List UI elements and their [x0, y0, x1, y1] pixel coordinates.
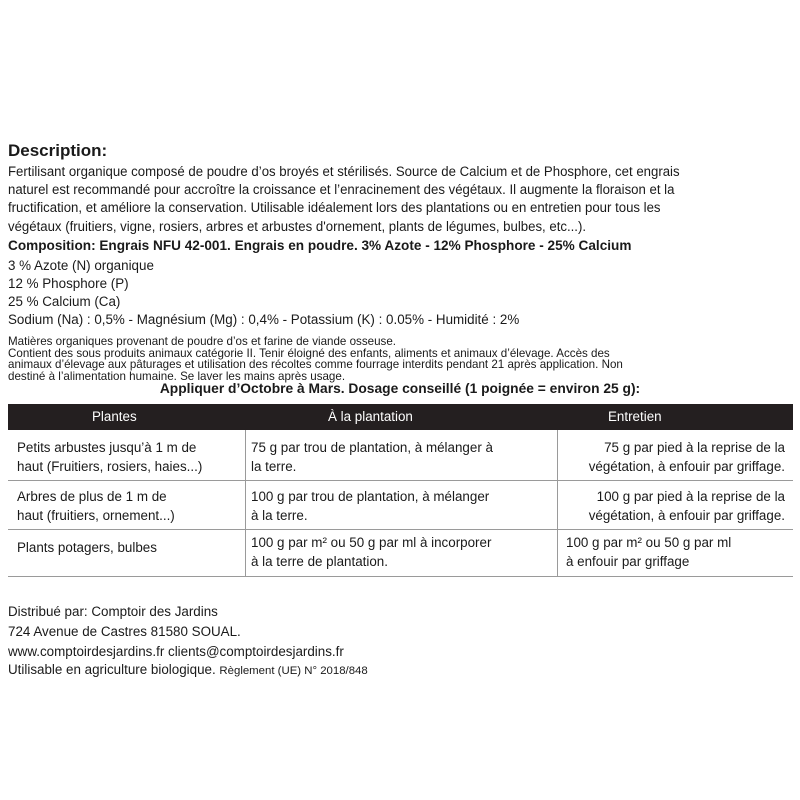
cell-line: à la terre.: [251, 508, 308, 523]
table-cell-entretien: [566, 533, 731, 571]
table-divider: [8, 480, 793, 481]
table-cell-plantes: [17, 487, 175, 525]
description-line: Fertilisant organique composé de poudre d’os broyés et stérilisés. Source de Calcium et de Phosphore, cet engrais: [8, 164, 680, 179]
cell-line: 75 g par pied à la reprise de la: [604, 440, 785, 455]
contact-text: www.comptoirdesjardins.fr clients@comptoirdesjardins.fr: [8, 644, 344, 659]
description-line: végétaux (fruitiers, vigne, rosiers, arbres et arbustes d'ornement, plants de légumes, bulbes, etc...).: [8, 218, 587, 234]
note-line: Matières organiques provenant de poudre d’os et farine de viande osseuse.: [8, 335, 396, 348]
description-text: [8, 163, 776, 236]
composition-heading: Composition: Engrais NFU 42-001. Engrais en poudre. 3% Azote - 12% Phosphore - 25% Calcium: [8, 238, 632, 253]
description-heading: Description:: [8, 141, 108, 160]
table-header-plantation: À la plantation: [328, 409, 413, 424]
note-line: destiné à l’alimentation humaine. Se laver les mains après usage.: [8, 369, 346, 383]
table-cell-plantation: [251, 487, 489, 525]
address-text: 724 Avenue de Castres 81580 SOUAL.: [8, 624, 241, 639]
composition-line: 25 % Calcium (Ca): [8, 294, 121, 309]
cell-line: haut (Fruitiers, rosiers, haies...): [17, 459, 203, 474]
description-line: fructification, et améliore la conservation. Utilisable idéalement lors des plantations ou en entretien pour tous les: [8, 200, 661, 216]
table-cell-plantes: [17, 438, 202, 476]
table-cell-entretien: [563, 487, 785, 525]
table-column-divider: [245, 430, 246, 576]
cell-line: 75 g par trou de plantation, à mélanger à: [251, 440, 493, 455]
cell-line: la terre.: [251, 459, 297, 474]
cell-line: 100 g par m² ou 50 g par ml à incorporer: [251, 535, 492, 550]
distributor-text: Distribué par: Comptoir des Jardins: [8, 604, 218, 619]
regulation-text: Règlement (UE) N° 2018/848: [219, 665, 368, 677]
cell-line: Plants potagers, bulbes: [17, 540, 157, 555]
table-header: [8, 404, 793, 430]
cell-line: 100 g par m² ou 50 g par ml: [566, 535, 732, 550]
cell-line: 100 g par trou de plantation, à mélanger: [251, 489, 490, 504]
table-header-entretien: Entretien: [608, 409, 662, 424]
application-heading: Appliquer d’Octobre à Mars. Dosage conseillé (1 poignée = environ 25 g):: [159, 381, 641, 396]
cell-line: végétation, à enfouir par griffage.: [588, 459, 785, 474]
description-line: naturel est recommandé pour accroître la croissance et l’enracinement des végétaux. Il augmente la floraison et la: [8, 182, 675, 198]
table-cell-entretien: [563, 438, 785, 476]
cell-line: végétation, à enfouir par griffage.: [588, 508, 785, 523]
note-line: Contient des sous produits animaux catégorie II. Tenir éloigné des enfants, aliments et animaux d’élevage. Accès des: [8, 346, 610, 360]
composition-line: Sodium (Na) : 0,5% - Magnésium (Mg) : 0,4% - Potassium (K) : 0.05% - Humidité : 2%: [8, 312, 520, 327]
note-line: animaux d’élevage aux pâturages et utilisation des récoltes comme fourrage interdits pendant 21 après application. Non: [8, 358, 623, 372]
safety-notes: [8, 336, 788, 382]
cell-line: Petits arbustes jusqu’à 1 m de: [17, 440, 197, 455]
cell-line: 100 g par pied à la reprise de la: [596, 489, 785, 504]
table-cell-plantation: [251, 438, 493, 476]
table-header-plantes: Plantes: [92, 409, 137, 424]
cell-line: à enfouir par griffage: [566, 554, 690, 569]
organic-notice: [8, 662, 368, 677]
table-cell-plantes: [17, 538, 157, 557]
table-divider: [8, 576, 793, 577]
composition-line: 12 % Phosphore (P): [8, 276, 129, 291]
cell-line: haut (fruitiers, ornement...): [17, 508, 175, 523]
composition-line: 3 % Azote (N) organique: [8, 258, 154, 273]
cell-line: à la terre de plantation.: [251, 554, 388, 569]
organic-text: Utilisable en agriculture biologique.: [8, 662, 216, 677]
cell-line: Arbres de plus de 1 m de: [17, 489, 167, 504]
table-column-divider: [557, 430, 558, 576]
table-cell-plantation: [251, 533, 491, 571]
table-divider: [8, 529, 793, 530]
